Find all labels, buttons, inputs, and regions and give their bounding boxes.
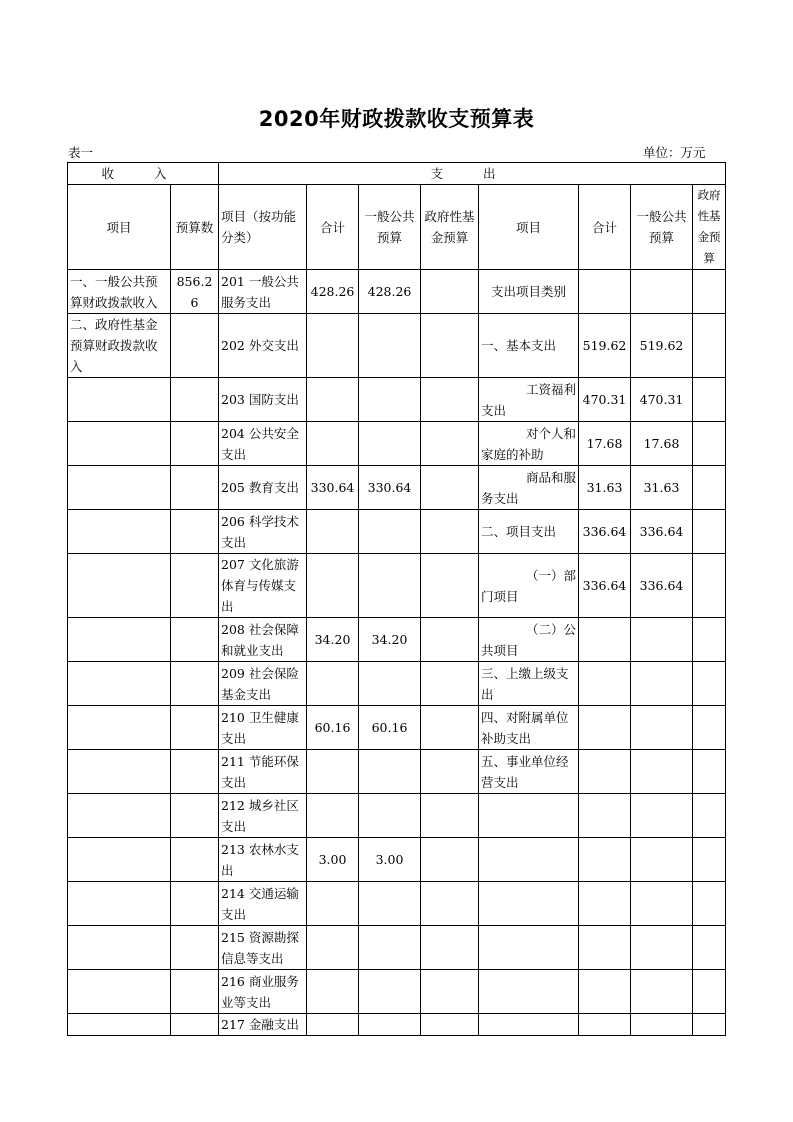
func-general-cell — [359, 314, 421, 378]
econ-item-cell — [479, 378, 579, 422]
func-gov-fund-cell — [421, 926, 479, 970]
table-row — [68, 750, 726, 794]
econ-total-cell — [579, 270, 631, 314]
income-budget-cell — [171, 662, 219, 706]
income-item-cell: 二、政府性基金预算财政拨款收入 — [68, 314, 171, 378]
econ-total-cell: 336.64 — [579, 554, 631, 618]
income-budget-cell — [171, 838, 219, 882]
econ-total-cell — [579, 838, 631, 882]
func-gov-fund-cell — [421, 970, 479, 1014]
income-item-cell — [68, 1014, 171, 1036]
econ-general-cell: 336.64 — [631, 554, 693, 618]
econ-item-subtitle-cont: 家庭的补助 — [481, 446, 544, 462]
econ-general-cell — [631, 662, 693, 706]
func-total-cell — [307, 554, 359, 618]
econ-item-subtitle: （一）部 — [526, 567, 577, 583]
income-item-cell — [68, 662, 171, 706]
func-item-cell: 205 教育支出 — [219, 466, 307, 510]
func-gov-fund-cell — [421, 378, 479, 422]
func-gov-fund-cell — [421, 510, 479, 554]
econ-item-subtitle-cont: 共项目 — [481, 642, 519, 658]
income-item-cell — [68, 794, 171, 838]
func-gov-fund-cell — [421, 554, 479, 618]
econ-gov-fund-cell — [693, 662, 726, 706]
econ-total-cell — [579, 662, 631, 706]
econ-item-subtitle: 工资福利 — [526, 381, 577, 397]
econ-gov-fund-cell — [693, 554, 726, 618]
econ-gov-fund-cell — [693, 794, 726, 838]
func-total-cell: 60.16 — [307, 706, 359, 750]
econ-item-cell — [479, 466, 579, 510]
func-item-cell: 203 国防支出 — [219, 378, 307, 422]
income-budget-cell — [171, 706, 219, 750]
econ-gov-fund-cell — [693, 422, 726, 466]
func-item-header: 项目（按功能分类） — [219, 185, 307, 270]
income-group-header: 收 入 — [68, 163, 219, 185]
income-item-cell — [68, 422, 171, 466]
income-item-cell — [68, 838, 171, 882]
func-gov-fund-cell — [421, 706, 479, 750]
func-gov-fund-cell — [421, 662, 479, 706]
econ-general-cell — [631, 270, 693, 314]
econ-item-cell — [479, 882, 579, 926]
table-row — [68, 554, 726, 618]
econ-item-subtitle: 对个人和 — [526, 425, 577, 441]
table-row — [68, 662, 726, 706]
func-general-cell — [359, 882, 421, 926]
econ-item-subtitle: （二）公 — [526, 621, 577, 637]
func-item-cell: 210 卫生健康支出 — [219, 706, 307, 750]
econ-general-cell: 336.64 — [631, 510, 693, 554]
income-budget-cell — [171, 882, 219, 926]
func-total-cell — [307, 926, 359, 970]
func-gov-fund-cell — [421, 1014, 479, 1036]
func-general-cell — [359, 794, 421, 838]
econ-gov-fund-cell — [693, 1014, 726, 1036]
econ-total-cell — [579, 970, 631, 1014]
income-item-cell — [68, 554, 171, 618]
func-general-cell: 34.20 — [359, 618, 421, 662]
func-general-cell — [359, 554, 421, 618]
econ-total-cell: 519.62 — [579, 314, 631, 378]
budget-table — [67, 162, 726, 1036]
func-item-cell: 215 资源勘探信息等支出 — [219, 926, 307, 970]
func-general-cell: 60.16 — [359, 706, 421, 750]
income-budget-cell — [171, 926, 219, 970]
func-total-cell — [307, 422, 359, 466]
income-budget-cell — [171, 618, 219, 662]
func-total-cell: 34.20 — [307, 618, 359, 662]
func-general-cell: 428.26 — [359, 270, 421, 314]
func-general-cell — [359, 510, 421, 554]
econ-gov-fund-cell — [693, 314, 726, 378]
econ-item-subtitle-cont: 支出 — [481, 402, 507, 418]
func-general-cell — [359, 422, 421, 466]
income-budget-cell — [171, 794, 219, 838]
econ-general-header: 一般公共预算 — [631, 185, 693, 270]
func-item-cell: 209 社会保险基金支出 — [219, 662, 307, 706]
table-label: 表一 — [68, 145, 94, 160]
econ-general-cell — [631, 618, 693, 662]
econ-gov-fund-cell — [693, 618, 726, 662]
func-total-cell — [307, 662, 359, 706]
econ-general-cell — [631, 794, 693, 838]
table-row — [68, 706, 726, 750]
income-item-cell — [68, 706, 171, 750]
income-item-cell — [68, 618, 171, 662]
econ-item-subtitle-cont: 务支出 — [481, 490, 519, 506]
econ-item-cell: 三、上缴上级支出 — [479, 662, 579, 706]
func-total-cell — [307, 314, 359, 378]
econ-total-cell: 31.63 — [579, 466, 631, 510]
func-gov-fund-cell — [421, 422, 479, 466]
econ-general-cell — [631, 1014, 693, 1036]
econ-general-cell: 31.63 — [631, 466, 693, 510]
func-gov-fund-cell — [421, 466, 479, 510]
econ-total-cell — [579, 750, 631, 794]
econ-gov-fund-cell — [693, 270, 726, 314]
econ-general-cell — [631, 706, 693, 750]
econ-gov-fund-cell — [693, 882, 726, 926]
page-title: 2020年财政拨款收支预算表 — [258, 107, 535, 131]
econ-item-cell: 四、对附属单位补助支出 — [479, 706, 579, 750]
econ-total-header: 合计 — [579, 185, 631, 270]
func-general-header: 一般公共预算 — [359, 185, 421, 270]
econ-item-cell — [479, 838, 579, 882]
income-item-cell — [68, 466, 171, 510]
econ-general-cell — [631, 970, 693, 1014]
income-item-cell — [68, 926, 171, 970]
income-budget-cell — [171, 378, 219, 422]
econ-gov-fund-cell — [693, 750, 726, 794]
func-item-cell: 201 一般公共服务支出 — [219, 270, 307, 314]
econ-gov-fund-cell — [693, 378, 726, 422]
func-gov-fund-cell — [421, 270, 479, 314]
func-gov-fund-cell — [421, 750, 479, 794]
income-budget-header: 预算数 — [171, 185, 219, 270]
econ-gov-fund-header: 政府性基金预算 — [693, 185, 726, 270]
table-row — [68, 618, 726, 662]
econ-item-cell: 支出项目类别 — [479, 270, 579, 314]
func-gov-fund-header: 政府性基金预算 — [421, 185, 479, 270]
econ-total-cell — [579, 1014, 631, 1036]
income-item-cell — [68, 510, 171, 554]
income-budget-cell: 856.26 — [171, 270, 219, 314]
table-row — [68, 466, 726, 510]
econ-item-cell: 五、事业单位经营支出 — [479, 750, 579, 794]
econ-total-cell — [579, 706, 631, 750]
income-item-cell — [68, 882, 171, 926]
econ-item-subtitle: 商品和服 — [526, 469, 577, 485]
income-item-cell — [68, 970, 171, 1014]
income-budget-cell — [171, 1014, 219, 1036]
func-general-cell: 330.64 — [359, 466, 421, 510]
econ-total-cell — [579, 882, 631, 926]
func-general-cell — [359, 970, 421, 1014]
econ-gov-fund-cell — [693, 706, 726, 750]
func-total-cell — [307, 378, 359, 422]
func-total-cell: 428.26 — [307, 270, 359, 314]
func-total-cell — [307, 750, 359, 794]
header-column-row — [68, 185, 726, 270]
func-item-cell: 204 公共安全支出 — [219, 422, 307, 466]
income-budget-cell — [171, 422, 219, 466]
func-general-cell: 3.00 — [359, 838, 421, 882]
table-row — [68, 270, 726, 314]
table-row — [68, 882, 726, 926]
expense-group-header: 支 出 — [219, 163, 726, 185]
econ-total-cell — [579, 926, 631, 970]
func-general-cell — [359, 926, 421, 970]
func-gov-fund-cell — [421, 794, 479, 838]
table-row — [68, 838, 726, 882]
func-item-cell: 211 节能环保支出 — [219, 750, 307, 794]
table-row — [68, 1014, 726, 1036]
header-group-row — [68, 163, 726, 185]
econ-total-cell — [579, 618, 631, 662]
econ-item-cell: 一、基本支出 — [479, 314, 579, 378]
func-total-cell: 3.00 — [307, 838, 359, 882]
income-item-cell: 一、一般公共预算财政拨款收入 — [68, 270, 171, 314]
table-row — [68, 422, 726, 466]
econ-general-cell: 519.62 — [631, 314, 693, 378]
econ-item-cell — [479, 422, 579, 466]
func-item-cell: 212 城乡社区支出 — [219, 794, 307, 838]
econ-total-cell — [579, 794, 631, 838]
table-row — [68, 510, 726, 554]
table-row — [68, 926, 726, 970]
econ-item-header: 项目 — [479, 185, 579, 270]
func-gov-fund-cell — [421, 838, 479, 882]
econ-item-cell: 二、项目支出 — [479, 510, 579, 554]
func-item-cell: 207 文化旅游体育与传媒支出 — [219, 554, 307, 618]
econ-item-cell — [479, 618, 579, 662]
func-gov-fund-cell — [421, 882, 479, 926]
econ-gov-fund-cell — [693, 466, 726, 510]
econ-gov-fund-cell — [693, 510, 726, 554]
table-row — [68, 378, 726, 422]
income-budget-cell — [171, 554, 219, 618]
func-item-cell: 214 交通运输支出 — [219, 882, 307, 926]
econ-item-cell — [479, 554, 579, 618]
econ-total-cell: 470.31 — [579, 378, 631, 422]
income-budget-cell — [171, 466, 219, 510]
func-general-cell — [359, 750, 421, 794]
func-item-cell: 217 金融支出 — [219, 1014, 307, 1036]
table-row — [68, 970, 726, 1014]
func-general-cell — [359, 378, 421, 422]
func-total-cell — [307, 882, 359, 926]
income-item-cell — [68, 378, 171, 422]
income-budget-cell — [171, 970, 219, 1014]
econ-item-subtitle-cont: 门项目 — [481, 588, 519, 604]
econ-general-cell — [631, 750, 693, 794]
func-item-cell: 208 社会保障和就业支出 — [219, 618, 307, 662]
income-item-header: 项目 — [68, 185, 171, 270]
func-total-cell: 330.64 — [307, 466, 359, 510]
func-total-cell — [307, 794, 359, 838]
table-row — [68, 314, 726, 378]
func-total-cell — [307, 1014, 359, 1036]
income-budget-cell — [171, 750, 219, 794]
func-item-cell: 202 外交支出 — [219, 314, 307, 378]
econ-gov-fund-cell — [693, 970, 726, 1014]
func-item-cell: 213 农林水支出 — [219, 838, 307, 882]
econ-gov-fund-cell — [693, 838, 726, 882]
econ-general-cell — [631, 926, 693, 970]
econ-item-cell — [479, 1014, 579, 1036]
func-general-cell — [359, 662, 421, 706]
econ-general-cell — [631, 838, 693, 882]
econ-item-cell — [479, 970, 579, 1014]
econ-total-cell: 336.64 — [579, 510, 631, 554]
econ-general-cell: 470.31 — [631, 378, 693, 422]
func-general-cell — [359, 1014, 421, 1036]
func-gov-fund-cell — [421, 618, 479, 662]
func-item-cell: 216 商业服务业等支出 — [219, 970, 307, 1014]
func-item-cell: 206 科学技术支出 — [219, 510, 307, 554]
econ-general-cell — [631, 882, 693, 926]
income-budget-cell — [171, 510, 219, 554]
func-gov-fund-cell — [421, 314, 479, 378]
income-budget-cell — [171, 314, 219, 378]
econ-total-cell: 17.68 — [579, 422, 631, 466]
econ-item-cell — [479, 794, 579, 838]
econ-general-cell: 17.68 — [631, 422, 693, 466]
econ-item-cell — [479, 926, 579, 970]
econ-gov-fund-cell — [693, 926, 726, 970]
income-item-cell — [68, 750, 171, 794]
func-total-header: 合计 — [307, 185, 359, 270]
unit-label: 单位：万元 — [643, 145, 706, 160]
func-total-cell — [307, 510, 359, 554]
func-total-cell — [307, 970, 359, 1014]
table-row — [68, 794, 726, 838]
